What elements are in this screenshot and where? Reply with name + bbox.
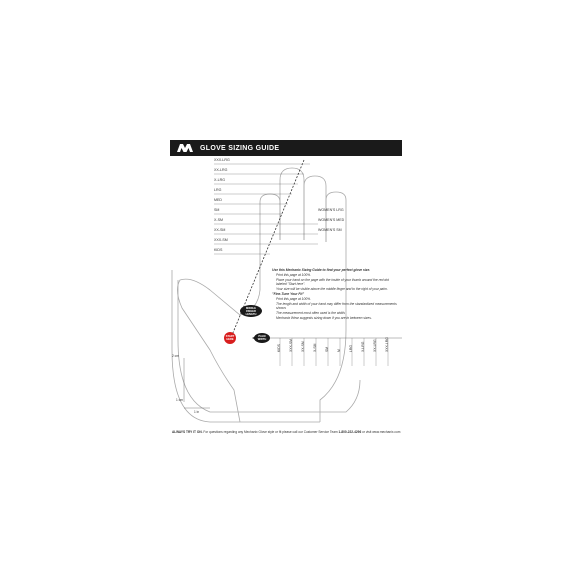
womens-label-lrg: WOMEN'S LRG [318,208,344,212]
size-label-med: MED [214,198,222,202]
start-here-dot [224,332,236,344]
scale-horizontal-label: 1 in [194,410,200,414]
width-label-xx-sm: XX-SM [301,341,305,352]
instruction-step: Print this page at 100%. [276,272,312,277]
instruction-step: The measurement most often used is the width. [276,311,346,316]
page-title: GLOVE SIZING GUIDE [200,144,280,152]
scale-vertical-label: 2 cm [172,354,179,358]
instruction-step: Place your hand on the page with the inside of your thumb around the red dot labeled "Start here". [276,277,389,287]
palm-width-tag [254,333,270,343]
instruction-step: The length and width of your hand may differ from the standardized measurements shown. [276,301,397,311]
size-label-xx-sm: XX-SM [214,228,226,232]
instructions-heading: Use this Mechanix Sizing Guide to find your perfect glove size. [272,268,371,272]
start-here-label: START HERE [225,335,235,341]
size-label-xxx-lrg: XXX-LRG [214,158,230,162]
instruction-step: Print this page at 100%. [276,296,312,301]
sizing-guide-sheet [170,140,402,440]
width-label-xx-lrg: XX-LRG [373,339,377,352]
instructions [272,268,400,321]
width-label-kids: KIDS [277,344,281,352]
width-label-m: M [337,349,341,352]
width-label-xxx-lrg: XXX-LRG [385,337,389,352]
width-label-x-sm: X-SM [313,343,317,352]
size-label-x-sm: X-SM [214,218,223,222]
width-label-x-lrg: X-LRG [361,341,365,352]
width-label-xxx-sm: XXX-SM [289,339,293,352]
instruction-step: Your size will be visible above the middle finger and to the right of your palm. [276,287,388,292]
instruction-step: Mechanix Wear suggests sizing down if you are in between sizes. [276,315,372,320]
womens-label-med: WOMEN'S MED [318,218,345,222]
size-label-xx-lrg: XX-LRG [214,168,228,172]
scale-small-label: 1 cm [176,398,183,402]
fine-tune-heading: "Fine-Tune Your Fit" [272,291,305,296]
width-label-lrg: LRG [349,345,353,352]
size-label-lrg: LRG [214,188,222,192]
size-label-xxx-sm: XXX-SM [214,238,228,242]
footer-bold: ALWAYS TRY IT ON. [172,430,203,434]
middle-finger-tag [240,305,262,317]
footer-text: For questions regarding any Mechanix Glove style or fit please call our Customer Service Team [203,430,338,434]
size-label-kids: KIDS [214,248,223,252]
footer-phone: 1-800-222-4296 [338,430,362,434]
womens-label-sm: WOMEN'S SM [318,228,342,232]
width-label-sm: SM [325,346,329,352]
middle-finger-tag-label: MIDDLE FINGER LENGTH [245,306,257,316]
palm-width-tag-label: PALM WIDTH [257,335,267,341]
size-label-x-lrg: X-LRG [214,178,225,182]
footer-note [172,430,402,434]
footer-rest: or visit www.mechanix.com [362,430,401,434]
size-label-sm: SM [214,208,220,212]
